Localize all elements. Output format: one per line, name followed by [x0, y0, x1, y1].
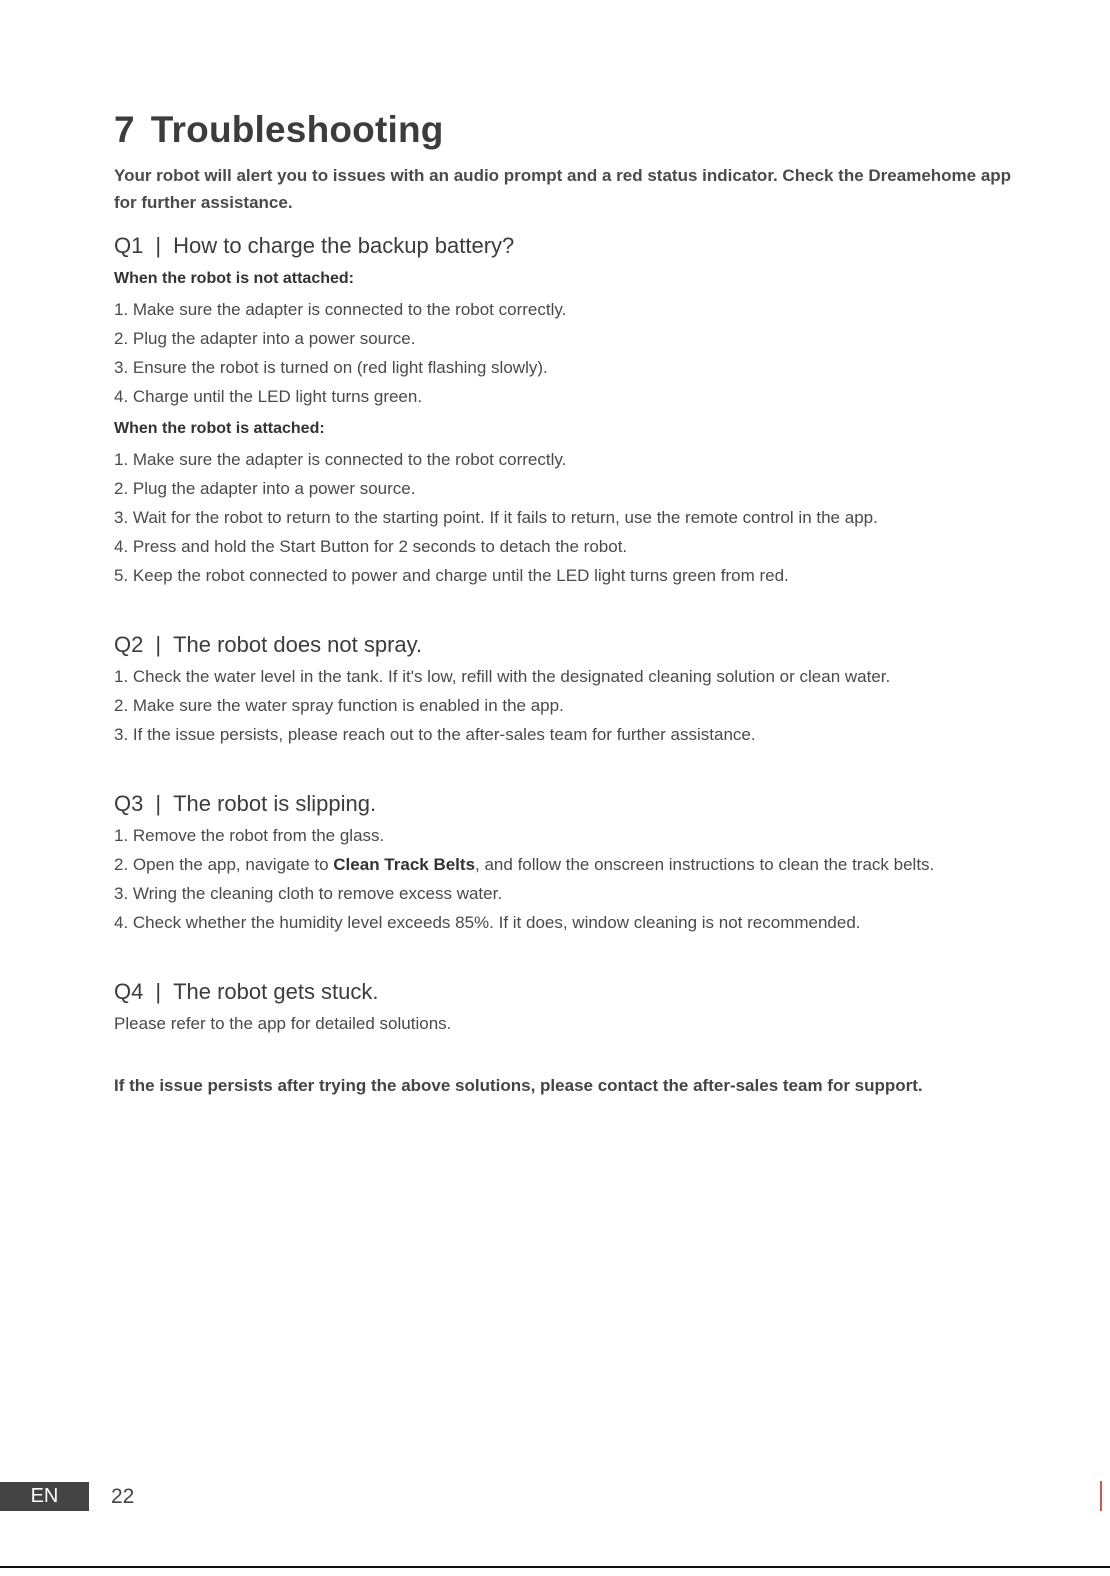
list-item: 2. Plug the adapter into a power source. — [114, 479, 416, 498]
edge-marker — [1100, 1481, 1102, 1511]
q2-separator: | — [155, 632, 162, 657]
list-item: 4. Check whether the humidity level exceeds 85%. If it does, window cleaning is not recommended. — [114, 913, 861, 932]
list-item — [114, 850, 1014, 879]
spacer — [114, 749, 1014, 774]
list-item: 2. Plug the adapter into a power source. — [114, 329, 416, 348]
list-item: 2. Make sure the water spray function is enabled in the app. — [114, 696, 564, 715]
q3-step2-pre: 2. Open the app, navigate to — [114, 855, 334, 874]
q2-heading — [114, 630, 1014, 660]
clean-track-belts-label: Clean Track Belts — [333, 855, 476, 874]
q1-title: How to charge the backup battery? — [173, 233, 515, 258]
q3-steps — [114, 821, 1014, 937]
spacer — [114, 590, 1014, 615]
q1-separator: | — [155, 233, 162, 258]
q2-title: The robot does not spray. — [173, 632, 423, 657]
q4-separator: | — [155, 979, 162, 1004]
section-number: 7 — [114, 109, 135, 150]
list-item: 1. Make sure the adapter is connected to the robot correctly. — [114, 300, 567, 319]
list-item: 3. If the issue persists, please reach out to the after-sales team for further assistance. — [114, 725, 756, 744]
q4-id: Q4 — [114, 979, 144, 1004]
q3-id: Q3 — [114, 791, 144, 816]
list-item: 3. Wring the cleaning cloth to remove excess water. — [114, 884, 503, 903]
closing-note: If the issue persists after trying the above solutions, please contact the after-sales team for support. — [114, 1076, 923, 1095]
list-item: 1. Make sure the adapter is connected to the robot correctly. — [114, 450, 567, 469]
list-item: 4. Press and hold the Start Button for 2 seconds to detach the robot. — [114, 537, 628, 556]
list-item: 5. Keep the robot connected to power and charge until the LED light turns green from red. — [114, 566, 789, 585]
q1-not-attached-steps — [114, 295, 1014, 411]
list-item: 3. Ensure the robot is turned on (red light flashing slowly). — [114, 358, 548, 377]
page-number: 22 — [111, 1485, 135, 1508]
spacer — [114, 937, 1014, 962]
list-item: 4. Charge until the LED light turns green. — [114, 387, 423, 406]
section-title: Troubleshooting — [150, 109, 444, 150]
q1-heading — [114, 231, 1014, 261]
intro-text: Your robot will alert you to issues with an audio prompt and a red status indicator. Check the Dreamehome app for further assistance. — [114, 166, 1012, 212]
q1-attached-heading: When the robot is attached: — [114, 420, 325, 437]
q4-title: The robot gets stuck. — [173, 979, 379, 1004]
q1-not-attached-heading: When the robot is not attached: — [114, 270, 354, 287]
q4-heading — [114, 977, 1014, 1007]
q3-separator: | — [155, 791, 162, 816]
q1-id: Q1 — [114, 233, 144, 258]
q3-step2-post: , and follow the onscreen instructions to clean the track belts. — [475, 855, 935, 874]
page-title — [114, 106, 1014, 154]
q1-attached-steps — [114, 445, 1014, 590]
q2-steps — [114, 662, 1014, 749]
q2-id: Q2 — [114, 632, 144, 657]
bottom-border — [0, 1566, 1110, 1568]
list-item: 1. Check the water level in the tank. If it's low, refill with the designated cleaning solution or clean water. — [114, 667, 891, 686]
list-item: 3. Wait for the robot to return to the starting point. If it fails to return, use the remote control in the app. — [114, 508, 878, 527]
q3-title: The robot is slipping. — [173, 791, 377, 816]
content — [114, 106, 1014, 1100]
q4-text: Please refer to the app for detailed solutions. — [114, 1014, 452, 1033]
q3-heading — [114, 789, 1014, 819]
language-tab: EN — [0, 1482, 89, 1511]
list-item: 1. Remove the robot from the glass. — [114, 826, 385, 845]
